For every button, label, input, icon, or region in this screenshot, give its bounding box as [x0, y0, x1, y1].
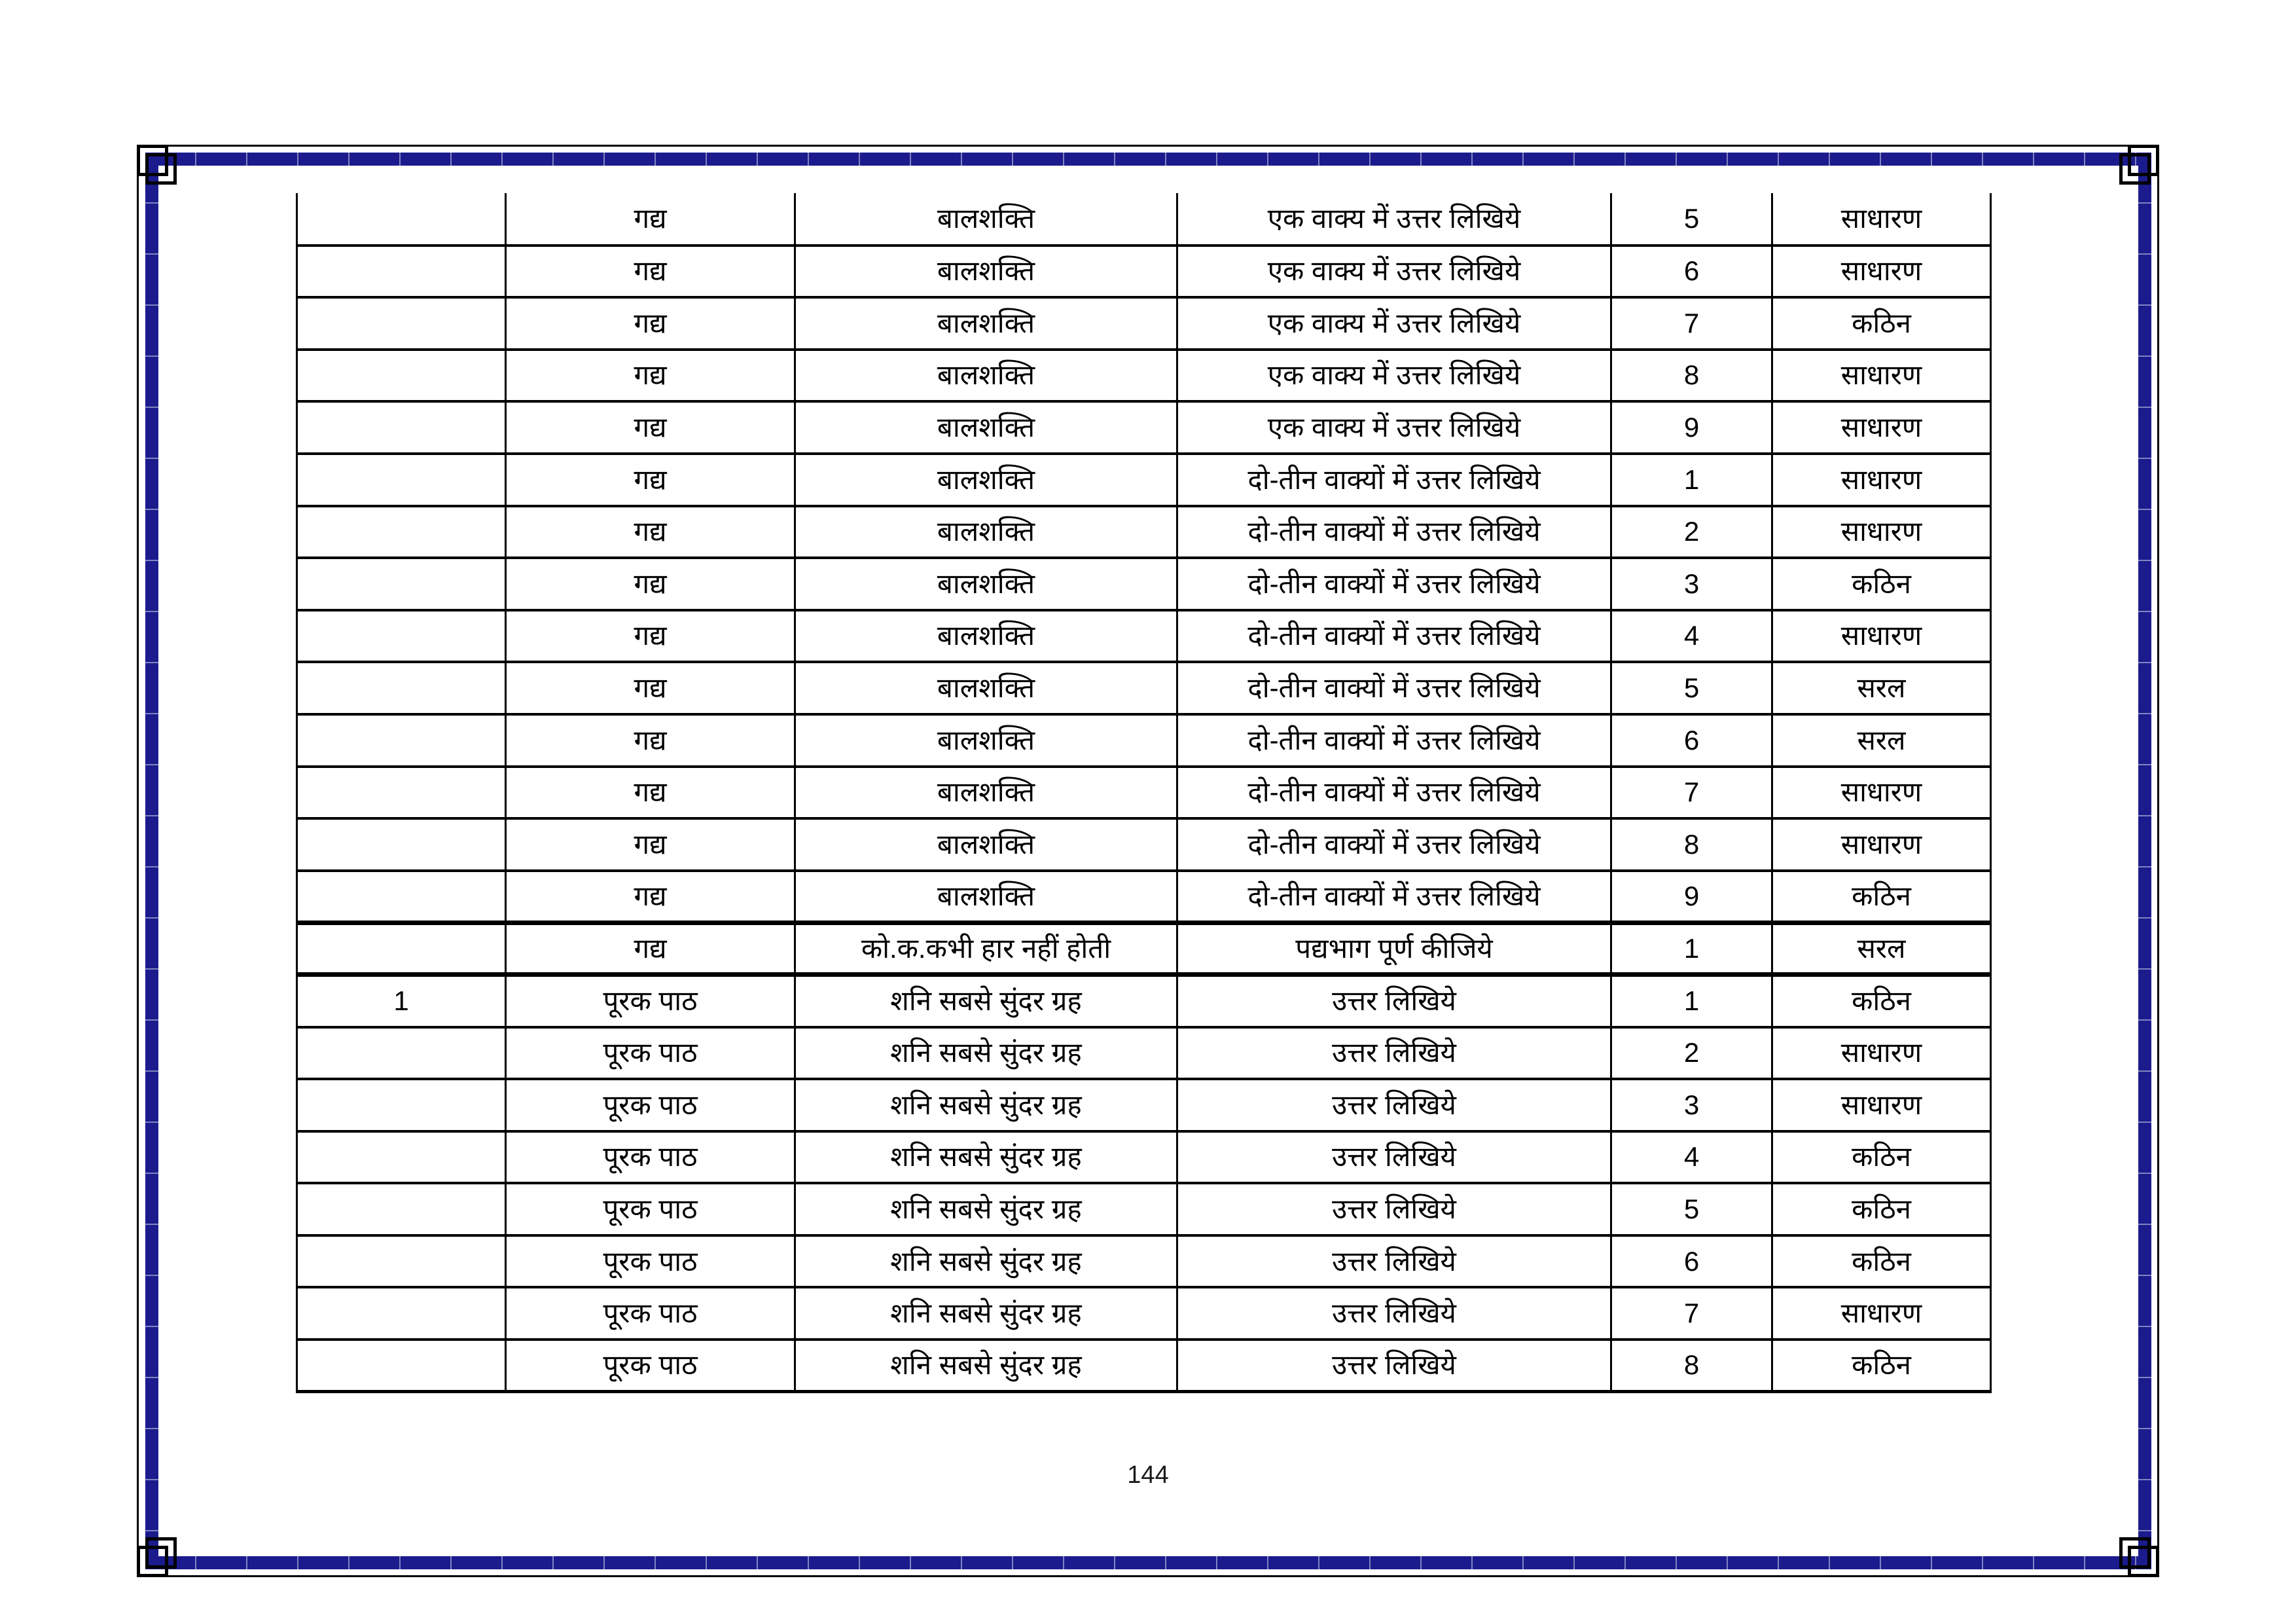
- cell-serial-number: [297, 662, 506, 714]
- cell-question-no: 5: [1611, 1183, 1772, 1235]
- cell-difficulty: कठिन: [1772, 558, 1991, 610]
- cell-difficulty: कठिन: [1772, 1183, 1991, 1235]
- cell-section-type: पूरक पाठ: [506, 1183, 795, 1235]
- cell-question-no: 7: [1611, 1287, 1772, 1340]
- cell-difficulty: कठिन: [1772, 871, 1991, 923]
- table-row: [297, 454, 1991, 506]
- cell-section-type: गद्य: [506, 871, 795, 923]
- cell-serial-number: [297, 297, 506, 350]
- cell-section-type: पूरक पाठ: [506, 1079, 795, 1131]
- cell-section-type: पूरक पाठ: [506, 1027, 795, 1080]
- cell-serial-number: [297, 558, 506, 610]
- cell-section-type: पूरक पाठ: [506, 1131, 795, 1184]
- cell-question-no: 6: [1611, 246, 1772, 298]
- cell-question-type: उत्तर लिखिये: [1177, 1079, 1611, 1131]
- cell-lesson-name: शनि सबसे सुंदर ग्रह: [795, 1079, 1177, 1131]
- corner-ornament-top-right-inner-square: [2119, 153, 2151, 185]
- cell-serial-number: [297, 1079, 506, 1131]
- cell-lesson-name: बालशक्ति: [795, 714, 1177, 767]
- page-border-blue-band-right: [2138, 153, 2151, 1569]
- cell-serial-number: [297, 610, 506, 663]
- table-row: [297, 297, 1991, 350]
- table-row: [297, 558, 1991, 610]
- cell-section-type: गद्य: [506, 714, 795, 767]
- table-row: [297, 818, 1991, 871]
- cell-section-type: गद्य: [506, 558, 795, 610]
- cell-difficulty: साधारण: [1772, 767, 1991, 819]
- cell-question-type: दो-तीन वाक्यों में उत्तर लिखिये: [1177, 871, 1611, 923]
- cell-difficulty: साधारण: [1772, 193, 1991, 246]
- table-row: [297, 662, 1991, 714]
- cell-serial-number: [297, 818, 506, 871]
- table-row: [297, 1340, 1991, 1392]
- cell-question-no: 7: [1611, 767, 1772, 819]
- cell-section-type: गद्य: [506, 818, 795, 871]
- cell-question-no: 8: [1611, 818, 1772, 871]
- cell-question-type: एक वाक्य में उत्तर लिखिये: [1177, 246, 1611, 298]
- cell-lesson-name: बालशक्ति: [795, 454, 1177, 506]
- cell-difficulty: साधारण: [1772, 1027, 1991, 1080]
- cell-serial-number: [297, 506, 506, 558]
- cell-question-no: 4: [1611, 610, 1772, 663]
- corner-ornament-bottom-right-inner-square: [2119, 1537, 2151, 1569]
- cell-section-type: पूरक पाठ: [506, 1287, 795, 1340]
- cell-difficulty: कठिन: [1772, 1340, 1991, 1392]
- cell-difficulty: साधारण: [1772, 350, 1991, 402]
- cell-difficulty: कठिन: [1772, 1235, 1991, 1288]
- table-row: [297, 1287, 1991, 1340]
- cell-lesson-name: शनि सबसे सुंदर ग्रह: [795, 1131, 1177, 1184]
- cell-lesson-name: बालशक्ति: [795, 350, 1177, 402]
- cell-serial-number: [297, 350, 506, 402]
- cell-lesson-name: बालशक्ति: [795, 871, 1177, 923]
- table-row: [297, 610, 1991, 663]
- cell-difficulty: सरल: [1772, 922, 1991, 975]
- cell-lesson-name: बालशक्ति: [795, 246, 1177, 298]
- cell-section-type: गद्य: [506, 922, 795, 975]
- question-table-body: [297, 193, 1991, 1392]
- cell-question-type: उत्तर लिखिये: [1177, 1340, 1611, 1392]
- cell-question-type: दो-तीन वाक्यों में उत्तर लिखिये: [1177, 818, 1611, 871]
- cell-serial-number: [297, 246, 506, 298]
- table-row: [297, 350, 1991, 402]
- cell-question-type: एक वाक्य में उत्तर लिखिये: [1177, 350, 1611, 402]
- cell-difficulty: साधारण: [1772, 506, 1991, 558]
- cell-lesson-name: बालशक्ति: [795, 818, 1177, 871]
- cell-lesson-name: शनि सबसे सुंदर ग्रह: [795, 1287, 1177, 1340]
- cell-lesson-name: शनि सबसे सुंदर ग्रह: [795, 1183, 1177, 1235]
- cell-question-no: 9: [1611, 871, 1772, 923]
- cell-serial-number: [297, 1131, 506, 1184]
- cell-question-type: दो-तीन वाक्यों में उत्तर लिखिये: [1177, 506, 1611, 558]
- cell-lesson-name: शनि सबसे सुंदर ग्रह: [795, 1027, 1177, 1080]
- cell-difficulty: साधारण: [1772, 1079, 1991, 1131]
- cell-lesson-name: बालशक्ति: [795, 297, 1177, 350]
- cell-question-no: 4: [1611, 1131, 1772, 1184]
- cell-lesson-name: बालशक्ति: [795, 767, 1177, 819]
- cell-serial-number: [297, 714, 506, 767]
- cell-serial-number: [297, 1027, 506, 1080]
- page-border-blue-band-left: [145, 153, 158, 1569]
- cell-question-type: उत्तर लिखिये: [1177, 1287, 1611, 1340]
- table-row: [297, 401, 1991, 454]
- cell-difficulty: कठिन: [1772, 297, 1991, 350]
- cell-section-type: गद्य: [506, 662, 795, 714]
- cell-question-type: दो-तीन वाक्यों में उत्तर लिखिये: [1177, 610, 1611, 663]
- table-row: [297, 1027, 1991, 1080]
- cell-question-no: 5: [1611, 193, 1772, 246]
- cell-question-type: उत्तर लिखिये: [1177, 1027, 1611, 1080]
- cell-question-no: 3: [1611, 558, 1772, 610]
- cell-section-type: गद्य: [506, 246, 795, 298]
- cell-question-type: उत्तर लिखिये: [1177, 1131, 1611, 1184]
- table-row: [297, 1183, 1991, 1235]
- cell-question-no: 9: [1611, 401, 1772, 454]
- cell-lesson-name: शनि सबसे सुंदर ग्रह: [795, 975, 1177, 1027]
- cell-question-type: दो-तीन वाक्यों में उत्तर लिखिये: [1177, 767, 1611, 819]
- cell-question-type: एक वाक्य में उत्तर लिखिये: [1177, 297, 1611, 350]
- cell-question-type: उत्तर लिखिये: [1177, 975, 1611, 1027]
- cell-lesson-name: बालशक्ति: [795, 193, 1177, 246]
- cell-lesson-name: को.क.कभी हार नहीं होती: [795, 922, 1177, 975]
- cell-question-type: दो-तीन वाक्यों में उत्तर लिखिये: [1177, 662, 1611, 714]
- cell-serial-number: [297, 871, 506, 923]
- cell-question-type: पद्यभाग पूर्ण कीजिये: [1177, 922, 1611, 975]
- table-row: [297, 1131, 1991, 1184]
- cell-section-type: गद्य: [506, 506, 795, 558]
- cell-serial-number: [297, 454, 506, 506]
- cell-lesson-name: बालशक्ति: [795, 662, 1177, 714]
- cell-lesson-name: बालशक्ति: [795, 558, 1177, 610]
- table-row: [297, 767, 1991, 819]
- cell-section-type: पूरक पाठ: [506, 1235, 795, 1288]
- cell-serial-number: 1: [297, 975, 506, 1027]
- table-row: [297, 1235, 1991, 1288]
- table-row: [297, 975, 1991, 1027]
- cell-question-type: उत्तर लिखिये: [1177, 1183, 1611, 1235]
- cell-section-type: गद्य: [506, 193, 795, 246]
- cell-question-no: 2: [1611, 506, 1772, 558]
- cell-question-no: 6: [1611, 714, 1772, 767]
- table-row: [297, 714, 1991, 767]
- cell-lesson-name: बालशक्ति: [795, 401, 1177, 454]
- cell-lesson-name: बालशक्ति: [795, 506, 1177, 558]
- cell-difficulty: साधारण: [1772, 610, 1991, 663]
- cell-serial-number: [297, 401, 506, 454]
- cell-question-no: 1: [1611, 975, 1772, 1027]
- cell-question-no: 5: [1611, 662, 1772, 714]
- cell-question-type: दो-तीन वाक्यों में उत्तर लिखिये: [1177, 714, 1611, 767]
- table-row: [297, 246, 1991, 298]
- corner-ornament-top-left-inner-square: [145, 153, 177, 185]
- corner-ornament-bottom-left-inner-square: [145, 1537, 177, 1569]
- table-row: [297, 506, 1991, 558]
- cell-difficulty: साधारण: [1772, 1287, 1991, 1340]
- cell-question-no: 1: [1611, 454, 1772, 506]
- cell-serial-number: [297, 922, 506, 975]
- cell-question-no: 8: [1611, 1340, 1772, 1392]
- table-row: [297, 871, 1991, 923]
- cell-difficulty: सरल: [1772, 662, 1991, 714]
- cell-lesson-name: शनि सबसे सुंदर ग्रह: [795, 1340, 1177, 1392]
- cell-section-type: गद्य: [506, 767, 795, 819]
- cell-section-type: गद्य: [506, 350, 795, 402]
- cell-question-type: दो-तीन वाक्यों में उत्तर लिखिये: [1177, 454, 1611, 506]
- page-number: 144: [1127, 1461, 1169, 1489]
- cell-serial-number: [297, 1287, 506, 1340]
- cell-section-type: पूरक पाठ: [506, 1340, 795, 1392]
- table-row: [297, 193, 1991, 246]
- cell-difficulty: सरल: [1772, 714, 1991, 767]
- cell-question-type: एक वाक्य में उत्तर लिखिये: [1177, 401, 1611, 454]
- cell-question-no: 1: [1611, 922, 1772, 975]
- page-border-blue-band-top: [145, 153, 2151, 166]
- cell-question-no: 6: [1611, 1235, 1772, 1288]
- cell-difficulty: कठिन: [1772, 975, 1991, 1027]
- page-border-blue-band-bottom: [145, 1556, 2151, 1569]
- cell-difficulty: साधारण: [1772, 246, 1991, 298]
- cell-section-type: पूरक पाठ: [506, 975, 795, 1027]
- cell-question-no: 7: [1611, 297, 1772, 350]
- cell-question-type: उत्तर लिखिये: [1177, 1235, 1611, 1288]
- cell-section-type: गद्य: [506, 401, 795, 454]
- cell-difficulty: साधारण: [1772, 401, 1991, 454]
- cell-question-no: 2: [1611, 1027, 1772, 1080]
- cell-difficulty: कठिन: [1772, 1131, 1991, 1184]
- cell-section-type: गद्य: [506, 610, 795, 663]
- cell-serial-number: [297, 1235, 506, 1288]
- cell-question-no: 8: [1611, 350, 1772, 402]
- cell-section-type: गद्य: [506, 454, 795, 506]
- cell-question-no: 3: [1611, 1079, 1772, 1131]
- cell-serial-number: [297, 1183, 506, 1235]
- cell-serial-number: [297, 1340, 506, 1392]
- cell-difficulty: साधारण: [1772, 454, 1991, 506]
- cell-serial-number: [297, 767, 506, 819]
- cell-lesson-name: शनि सबसे सुंदर ग्रह: [795, 1235, 1177, 1288]
- table-row: [297, 1079, 1991, 1131]
- cell-difficulty: साधारण: [1772, 818, 1991, 871]
- cell-question-type: दो-तीन वाक्यों में उत्तर लिखिये: [1177, 558, 1611, 610]
- cell-lesson-name: बालशक्ति: [795, 610, 1177, 663]
- cell-serial-number: [297, 193, 506, 246]
- table-row: [297, 922, 1991, 975]
- question-bank-table: [296, 193, 1992, 1393]
- cell-section-type: गद्य: [506, 297, 795, 350]
- cell-question-type: एक वाक्य में उत्तर लिखिये: [1177, 193, 1611, 246]
